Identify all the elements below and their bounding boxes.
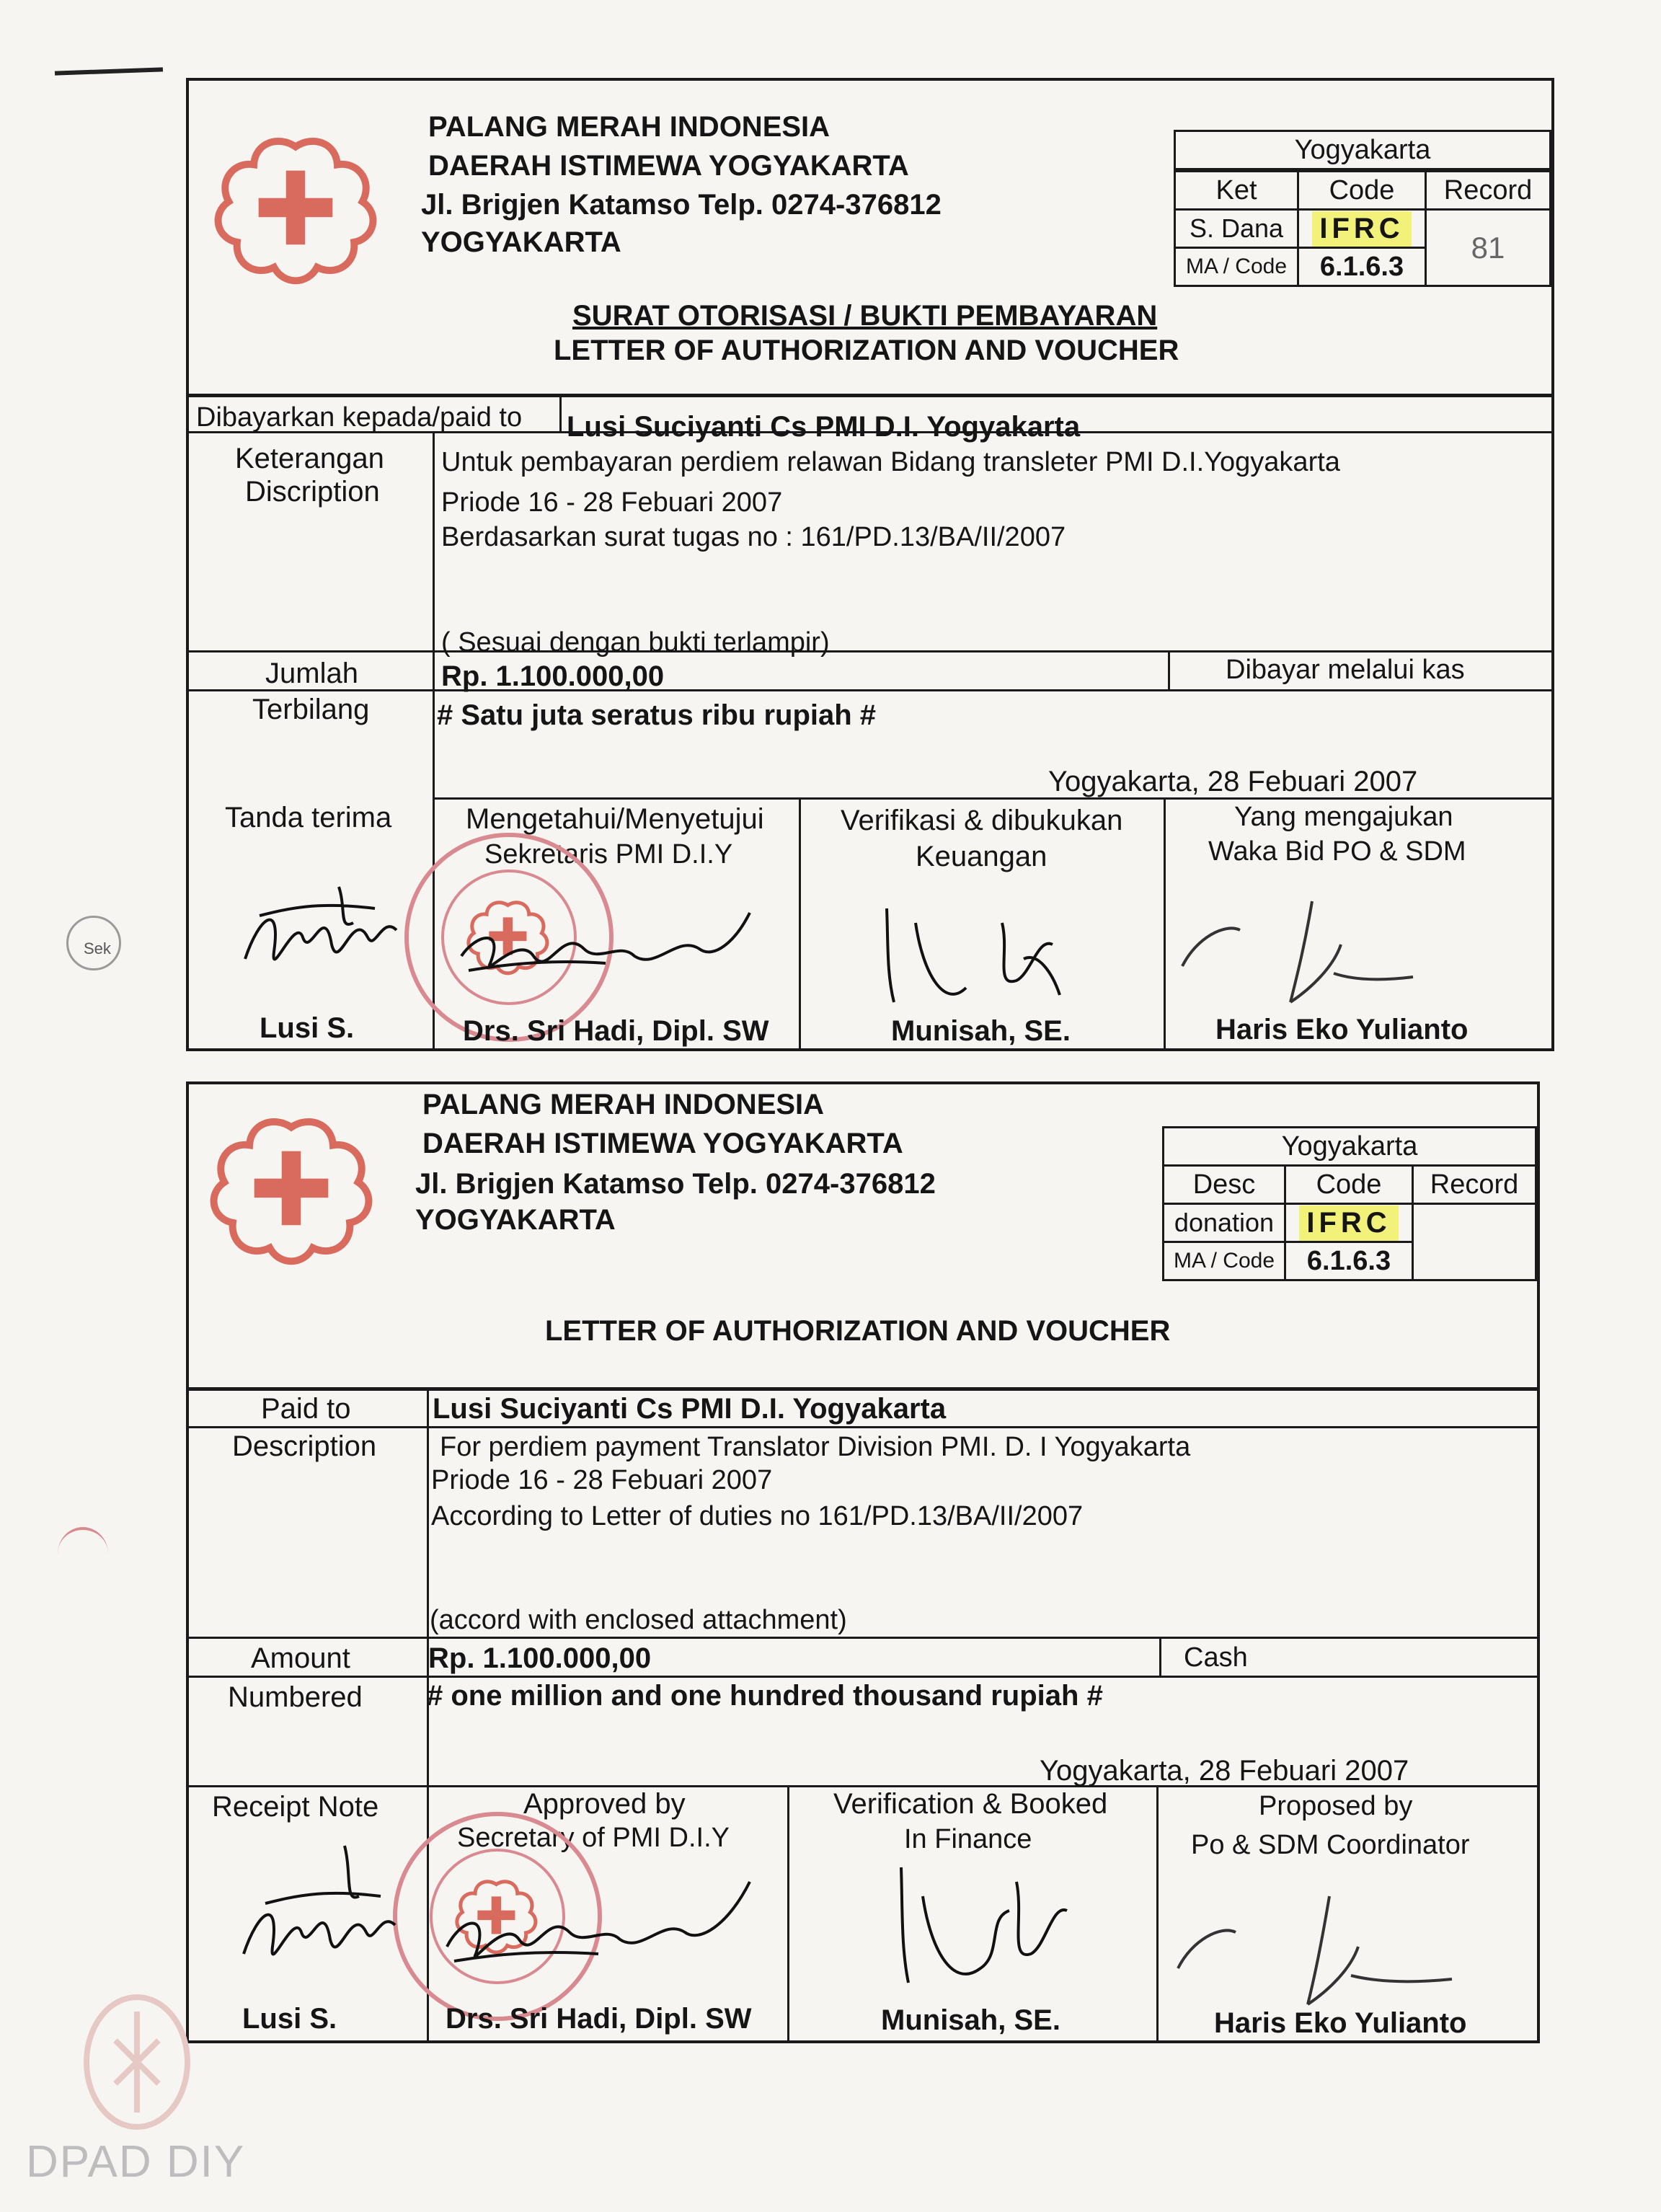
sign-name-sri-hadi: Drs. Sri Hadi, Dipl. SW <box>446 2003 752 2035</box>
desc-line-1: For perdiem payment Translator Division PMI. D. I Yogyakarta <box>440 1432 1191 1462</box>
title-indonesian: SURAT OTORISASI / BUKTI PEMBAYARAN <box>572 300 1158 332</box>
org-line-4: YOGYAKARTA <box>421 226 621 258</box>
sign-name-lusi: Lusi S. <box>242 2003 337 2035</box>
sign-head-receipt: Receipt Note <box>212 1791 379 1823</box>
divider <box>189 650 1554 652</box>
paid-to-value: Lusi Suciyanti Cs PMI D.I. Yogyakarta <box>567 411 1081 443</box>
code-table-macode: MA / Code <box>1174 247 1299 287</box>
words-label: Terbilang <box>252 694 370 725</box>
divider <box>186 394 1554 397</box>
divider <box>189 1637 1540 1639</box>
words-label: Numbered <box>228 1681 363 1713</box>
top-left-mark <box>55 67 163 75</box>
code-table-ifrc: IFRC <box>1297 208 1427 249</box>
desc-label-2: Discription <box>245 476 380 508</box>
divider <box>1164 797 1166 1051</box>
divider <box>787 1785 789 2043</box>
pmi-logo-icon-2 <box>205 1103 378 1276</box>
amount-label: Jumlah <box>265 658 358 689</box>
words-value: # one million and one hundred thousand rupiah # <box>427 1680 1103 1712</box>
sign-head-verify-2: In Finance <box>904 1824 1032 1854</box>
signature-haris <box>1168 887 1471 1017</box>
code-table-city: Yogyakarta <box>1174 130 1551 170</box>
sign-head-propose-1: Yang mengajukan <box>1234 802 1453 832</box>
desc-line-1: Untuk pembayaran perdiem relawan Bidang transleter PMI D.I.Yogyakarta <box>441 447 1340 477</box>
archive-seal-icon <box>79 1990 195 2134</box>
place-date: Yogyakarta, 28 Febuari 2007 <box>1040 1755 1409 1787</box>
desc-label-1: Keterangan <box>235 443 384 474</box>
amount-value: Rp. 1.100.000,00 <box>428 1642 652 1674</box>
code-table-col-code: Code <box>1284 1164 1414 1205</box>
sign-name-haris: Haris Eko Yulianto <box>1215 1014 1469 1045</box>
code-table-col-record: Record <box>1412 1164 1537 1205</box>
sign-name-munisah: Munisah, SE. <box>881 2004 1060 2036</box>
code-table-col-record: Record <box>1425 170 1551 211</box>
desc-line-4: (accord with enclosed attachment) <box>430 1605 847 1635</box>
desc-line-3: Berdasarkan surat tugas no : 161/PD.13/BA/II/2007 <box>441 522 1066 552</box>
signature-lusi <box>231 872 418 1002</box>
desc-line-3: According to Letter of duties no 161/PD.13/BA/II/2007 <box>431 1501 1084 1531</box>
divider <box>1156 1785 1159 2043</box>
code-table-col-code: Code <box>1297 170 1427 211</box>
desc-line-4: ( Sesuai dengan bukti terlampir) <box>441 627 830 658</box>
divider <box>559 394 562 433</box>
signature-lusi <box>222 1831 424 2004</box>
divider <box>186 1387 1540 1391</box>
divider <box>189 689 1554 691</box>
code-table-record-value: 81 <box>1425 208 1551 287</box>
signature-sri-hadi <box>447 891 764 999</box>
signature-haris <box>1164 1875 1481 2019</box>
org-line-4: YOGYAKARTA <box>415 1204 616 1236</box>
org-line-2: DAERAH ISTIMEWA YOGYAKARTA <box>428 150 909 182</box>
divider <box>433 797 1554 800</box>
code-table-record-value <box>1412 1203 1537 1281</box>
code-table-col-ket: Ket <box>1174 170 1299 211</box>
paid-to-value: Lusi Suciyanti Cs PMI D.I. Yogyakarta <box>433 1393 947 1425</box>
divider <box>189 1426 1540 1428</box>
code-table-city: Yogyakarta <box>1162 1126 1537 1167</box>
sign-head-approve-1: Approved by <box>523 1788 686 1820</box>
sign-head-verify-1: Verification & Booked <box>833 1788 1108 1820</box>
paid-to-label: Paid to <box>261 1393 351 1425</box>
sign-name-haris: Haris Eko Yulianto <box>1214 2007 1467 2039</box>
code-table-ifrc: IFRC <box>1284 1203 1414 1243</box>
pay-method: Dibayar melalui kas <box>1226 655 1465 685</box>
signature-sri-hadi <box>433 1867 764 1990</box>
amount-value: Rp. 1.100.000,00 <box>441 660 665 692</box>
sign-head-propose-1: Proposed by <box>1259 1791 1413 1821</box>
sign-head-approve-1: Mengetahui/Menyetujui <box>466 803 764 835</box>
sign-head-approve-2: Sekretaris PMI D.I.Y <box>484 839 733 870</box>
signature-munisah <box>858 1853 1117 1997</box>
org-line-1: PALANG MERAH INDONESIA <box>422 1089 825 1120</box>
divider <box>1159 1637 1161 1677</box>
divider <box>189 1676 1540 1678</box>
org-line-3: Jl. Brigjen Katamso Telp. 0274-376812 <box>415 1168 936 1200</box>
desc-line-2: Priode 16 - 28 Febuari 2007 <box>431 1465 773 1495</box>
punch-hole-2 <box>58 1527 108 1580</box>
pmi-logo-icon <box>209 123 382 296</box>
sign-name-lusi: Lusi S. <box>260 1012 355 1044</box>
desc-label: Description <box>232 1430 377 1462</box>
org-line-1: PALANG MERAH INDONESIA <box>428 111 830 143</box>
title-english: LETTER OF AUTHORIZATION AND VOUCHER <box>545 1315 1171 1347</box>
title-english: LETTER OF AUTHORIZATION AND VOUCHER <box>554 335 1179 366</box>
sign-name-munisah: Munisah, SE. <box>891 1015 1071 1047</box>
sign-head-propose-2: Waka Bid PO & SDM <box>1208 836 1466 867</box>
watermark: DPAD DIY <box>26 2137 246 2187</box>
code-table-donation: donation <box>1162 1203 1286 1243</box>
divider <box>799 797 801 1051</box>
code-table-col-desc: Desc <box>1162 1164 1286 1205</box>
code-table-ma-value: 6.1.6.3 <box>1284 1241 1414 1281</box>
desc-line-2: Priode 16 - 28 Febuari 2007 <box>441 487 783 518</box>
words-value: # Satu juta seratus ribu rupiah # <box>437 699 877 731</box>
paid-to-label: Dibayarkan kepada/paid to <box>196 402 523 433</box>
signature-munisah <box>872 894 1117 1017</box>
sign-head-receipt: Tanda terima <box>225 802 392 833</box>
org-line-2: DAERAH ISTIMEWA YOGYAKARTA <box>422 1128 903 1159</box>
sign-name-sri-hadi: Drs. Sri Hadi, Dipl. SW <box>463 1015 769 1047</box>
divider <box>1168 650 1170 691</box>
sign-head-verify-1: Verifikasi & dibukukan <box>841 805 1123 836</box>
margin-note: Sek <box>84 939 111 957</box>
sign-head-approve-2: Secretary of PMI D.I.Y <box>457 1823 730 1853</box>
place-date: Yogyakarta, 28 Febuari 2007 <box>1048 766 1418 797</box>
sign-head-propose-2: Po & SDM Coordinator <box>1191 1830 1470 1860</box>
pay-method: Cash <box>1184 1642 1248 1673</box>
code-table-ma-value: 6.1.6.3 <box>1297 247 1427 287</box>
amount-label: Amount <box>251 1642 350 1674</box>
sign-head-verify-2: Keuangan <box>916 841 1047 872</box>
org-line-3: Jl. Brigjen Katamso Telp. 0274-376812 <box>421 189 942 221</box>
code-table-macode: MA / Code <box>1162 1241 1286 1281</box>
code-table-sdana: S. Dana <box>1174 208 1299 249</box>
